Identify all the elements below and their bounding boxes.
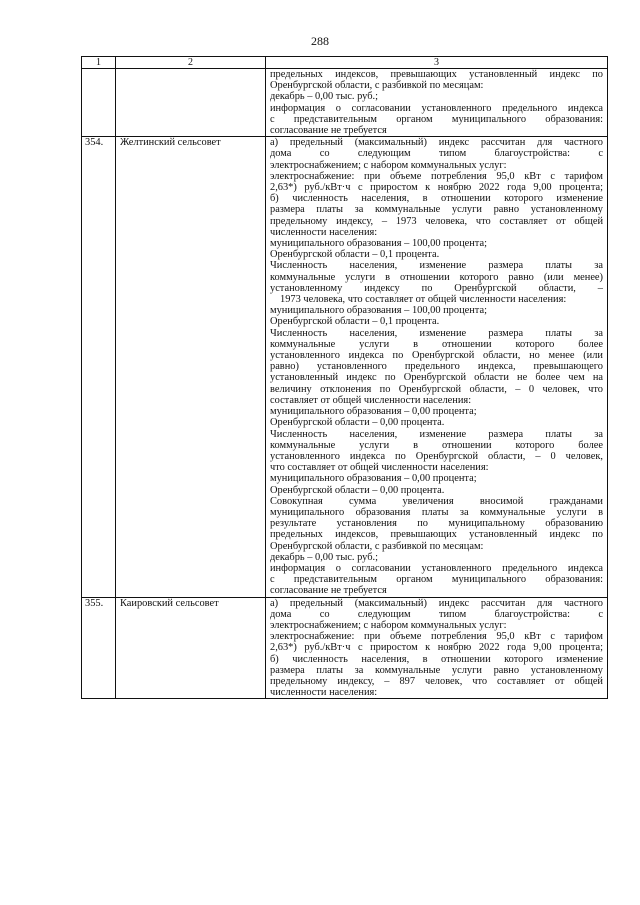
municipality-name: Желтинский сельсовет: [116, 137, 266, 597]
text-line: согласование не требуется: [270, 125, 387, 137]
index-description: [266, 597, 608, 699]
text-line: с представительным органом муниципального образования:: [270, 113, 603, 125]
header-col-1: 1: [82, 57, 116, 69]
row-number: 354.: [82, 137, 116, 597]
text-line: коммунальные услуги в отношении которого равно (или менее): [270, 271, 603, 283]
index-description: [266, 137, 608, 597]
text-line: равно) установленного предельного индекса, превышающего: [270, 361, 603, 373]
text-line: согласование не требуется: [270, 585, 387, 597]
text-line: 2,63*) руб./кВт·ч с приростом к ноябрю 2022 года 9,00 процента;: [270, 182, 603, 194]
text-line: результате установления по муниципальному образованию: [270, 518, 603, 530]
text-line: муниципального образования платы за коммунальные услуги в: [270, 506, 603, 518]
text-line: установленного индекса по Оренбургской области, – 0 человек,: [270, 450, 603, 462]
text-line: электроснабжение: при объеме потребления 95,0 кВт с тарифом: [270, 631, 603, 643]
table-header-row: [82, 57, 608, 69]
text-line: Совокупная сумма увеличения вносимой гражданами: [270, 495, 603, 507]
text-line: коммунальные услуги в отношении которого более: [270, 439, 603, 451]
text-line: муниципального образования – 0,00 процента;: [270, 473, 477, 485]
text-line: Численность населения, изменение размера платы за: [270, 260, 603, 272]
text-line: с представительным органом муниципального образования:: [270, 574, 603, 586]
text-line: Оренбургской области, с разбивкой по месяцам:: [270, 80, 484, 92]
text-line: 1973 человека, что составляет от общей численности населения:: [280, 294, 567, 306]
table-row: [82, 597, 608, 699]
text-line: электроснабжением; с набором коммунальных услуг:: [270, 619, 507, 631]
index-description: [266, 69, 608, 137]
text-line: численности населения:: [270, 687, 378, 699]
text-line: Оренбургской области, с разбивкой по месяцам:: [270, 540, 484, 552]
text-line: а) предельный (максимальный) индекс рассчитан для частного: [270, 597, 603, 609]
text-line: составляет от общей численности населения:: [270, 394, 472, 406]
text-line: размера платы за коммунальные услуги равно установленному: [270, 664, 603, 676]
text-line: муниципального образования – 100,00 процента;: [270, 305, 487, 317]
text-line: электроснабжением; с набором коммунальных услуг:: [270, 159, 507, 171]
text-line: Численность населения, изменение размера платы за: [270, 327, 603, 339]
text-line: 2,63*) руб./кВт·ч с приростом к ноябрю 2022 года 9,00 процента;: [270, 642, 603, 654]
text-line: муниципального образования – 0,00 процента;: [270, 406, 477, 418]
text-line: предельных индексов, превышающих установленный индекс по: [270, 69, 603, 80]
text-line: Оренбургской области – 0,00 процента.: [270, 417, 445, 429]
text-line: муниципального образования – 100,00 процента;: [270, 238, 487, 250]
text-line: Оренбургской области – 0,1 процента.: [270, 316, 440, 328]
tariff-table: [81, 56, 608, 699]
text-line: коммунальные услуги в отношении которого более: [270, 338, 603, 350]
header-col-2: 2: [116, 57, 266, 69]
row-number: 355.: [82, 597, 116, 699]
text-line: электроснабжение: при объеме потребления 95,0 кВт с тарифом: [270, 170, 603, 182]
text-line: б) численность населения, в отношении которого изменение: [270, 653, 603, 665]
text-line: декабрь – 0,00 тыс. руб.;: [270, 551, 379, 563]
text-line: численности населения:: [270, 226, 378, 238]
text-line: дома со следующим типом благоустройства: с: [270, 148, 603, 160]
text-line: предельному индексу, – 1973 человека, что составляет от общей: [270, 215, 603, 227]
text-line: размера платы за коммунальные услуги равно установленному: [270, 204, 603, 216]
text-line: информация о согласовании установленного предельного индекса: [270, 102, 603, 114]
municipality-name: [116, 69, 266, 137]
table-row: [82, 69, 608, 137]
header-col-3: 3: [266, 57, 608, 69]
text-line: установленному индексу по Оренбургской области, –: [270, 282, 603, 294]
text-line: Оренбургской области – 0,1 процента.: [270, 249, 440, 261]
municipality-name: Каировский сельсовет: [116, 597, 266, 699]
text-line: б) численность населения, в отношении которого изменение: [270, 193, 603, 205]
text-line: предельных индексов, превышающих установленный индекс по: [270, 529, 603, 541]
text-line: а) предельный (максимальный) индекс рассчитан для частного: [270, 137, 603, 149]
text-line: установленный индекс по Оренбургской области не более чем на: [270, 372, 603, 384]
text-line: величину отклонения по Оренбургской области, – 0 человек, что: [270, 383, 603, 395]
text-line: декабрь – 0,00 тыс. руб.;: [270, 91, 379, 103]
text-line: дома со следующим типом благоустройства: с: [270, 608, 603, 620]
text-line: Численность населения, изменение размера платы за: [270, 428, 603, 440]
text-line: предельному индексу, – 897 человек, что составляет от общей: [270, 675, 603, 687]
row-number: [82, 69, 116, 137]
page-number: 288: [311, 34, 329, 48]
text-line: установленного индекса по Оренбургской области, но менее (или: [270, 350, 603, 362]
table-row: [82, 137, 608, 597]
text-line: Оренбургской области – 0,00 процента.: [270, 484, 445, 496]
text-line: информация о согласовании установленного предельного индекса: [270, 562, 603, 574]
text-line: что составляет от общей численности населения:: [270, 462, 489, 474]
